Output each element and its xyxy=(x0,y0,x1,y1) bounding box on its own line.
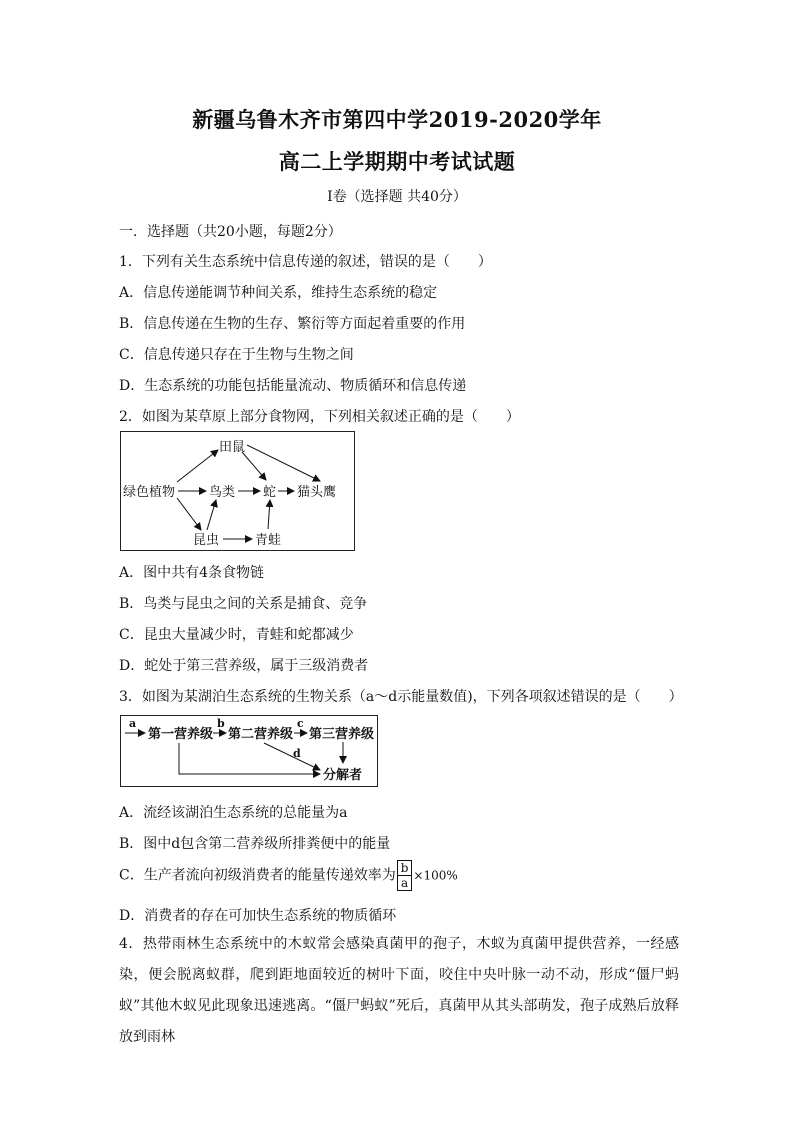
q1-option-a: A．信息传递能调节种间关系，维持生态系统的稳定 xyxy=(119,285,438,301)
q3-option-d: D．消费者的存在可加快生态系统的物质循环 xyxy=(119,908,397,924)
q4-text: 4．热带雨林生态系统中的木蚁常会感染真菌甲的孢子，木蚁为真菌甲提供营养，一经感染，便会脱离蚁群，爬到距地面较近的树叶下面，咬住中央叶脉一动不动，形成“僵尸蚂蚁”其他木蚁见此现象迅速逃离。“僵尸蚂蚁”死后，真菌甲从其头部萌发，孢子成熟后放释放到雨林 xyxy=(119,936,679,1045)
q1-option-d: D．生态系统的功能包括能量流动、物质循环和信息传递 xyxy=(119,378,467,394)
q3-option-a: A．流经该湖泊生态系统的总能量为a xyxy=(119,805,348,821)
q3-option-c-prefix: C．生产者流向初级消费者的能量传递效率为 xyxy=(119,867,396,884)
arrow-plant-mouse xyxy=(177,450,218,482)
node-mouse: 田鼠 xyxy=(219,440,246,455)
arrow-mouse-owl xyxy=(247,445,320,481)
node-owl: 猫头鹰 xyxy=(297,485,337,500)
q2-stem: 2．如图为某草原上部分食物网，下列相关叙述正确的是（ ） xyxy=(119,409,520,425)
energy-flow-figure xyxy=(120,715,378,787)
arrow-frog-snake xyxy=(268,500,270,529)
q3-option-c-suffix: ×100% xyxy=(413,868,458,883)
node-insect: 昆虫 xyxy=(193,533,220,548)
q1-option-c: C．信息传递只存在于生物与生物之间 xyxy=(119,347,354,363)
fraction-b-over-a xyxy=(397,860,413,891)
food-web-diagram xyxy=(121,432,354,550)
fraction-numerator: b xyxy=(398,861,412,876)
node-bird: 鸟类 xyxy=(209,485,236,500)
part-heading: 一．选择题（共20小题，每题2分） xyxy=(119,224,342,240)
energy-flow-diagram xyxy=(121,716,377,786)
q3-option-c xyxy=(119,860,458,891)
q1-stem: 1．下列有关生态系统中信息传递的叙述，错误的是（ ） xyxy=(119,254,492,270)
arrow-plant-insect xyxy=(177,498,201,530)
section-heading: I卷（选择题 共40分） xyxy=(327,189,467,205)
label-c: c xyxy=(297,717,304,730)
q2-option-c: C．昆虫大量减少时，青蛙和蛇都减少 xyxy=(119,627,354,643)
arrow-insect-bird xyxy=(207,500,216,530)
q2-option-b: B．鸟类与昆虫之间的关系是捕食、竞争 xyxy=(119,596,368,612)
level3-box: 第三营养级 xyxy=(309,727,375,742)
decomposer-box: 分解者 xyxy=(323,768,363,783)
exam-title-line2: 高二上学期期中考试试题 xyxy=(278,149,516,174)
arrow-mouse-snake xyxy=(242,452,266,480)
fraction-denominator: a xyxy=(400,876,409,890)
label-a: a xyxy=(129,717,137,730)
label-b: b xyxy=(217,717,225,730)
q1-option-b: B．信息传递在生物的生存、繁衍等方面起着重要的作用 xyxy=(119,316,466,332)
food-web-figure xyxy=(120,431,355,551)
q2-option-d: D．蛇处于第三营养级，属于三级消费者 xyxy=(119,658,369,674)
exam-title-line1: 新疆乌鲁木齐市第四中学2019-2020学年 xyxy=(192,107,602,132)
node-frog: 青蛙 xyxy=(255,533,282,548)
level1-box: 第一营养级 xyxy=(148,727,214,742)
q2-option-a: A．图中共有4条食物链 xyxy=(119,565,265,581)
node-snake: 蛇 xyxy=(263,485,277,500)
node-plant: 绿色植物 xyxy=(123,485,176,500)
label-d: d xyxy=(293,747,301,760)
q3-option-b: B．图中d包含第二营养级所排粪便中的能量 xyxy=(119,836,391,852)
level2-box: 第二营养级 xyxy=(228,727,294,742)
arrow-d xyxy=(264,743,320,770)
q3-stem: 3．如图为某湖泊生态系统的生物关系（a～d示能量数值)，下列各项叙述错误的是（ ） xyxy=(119,689,683,705)
